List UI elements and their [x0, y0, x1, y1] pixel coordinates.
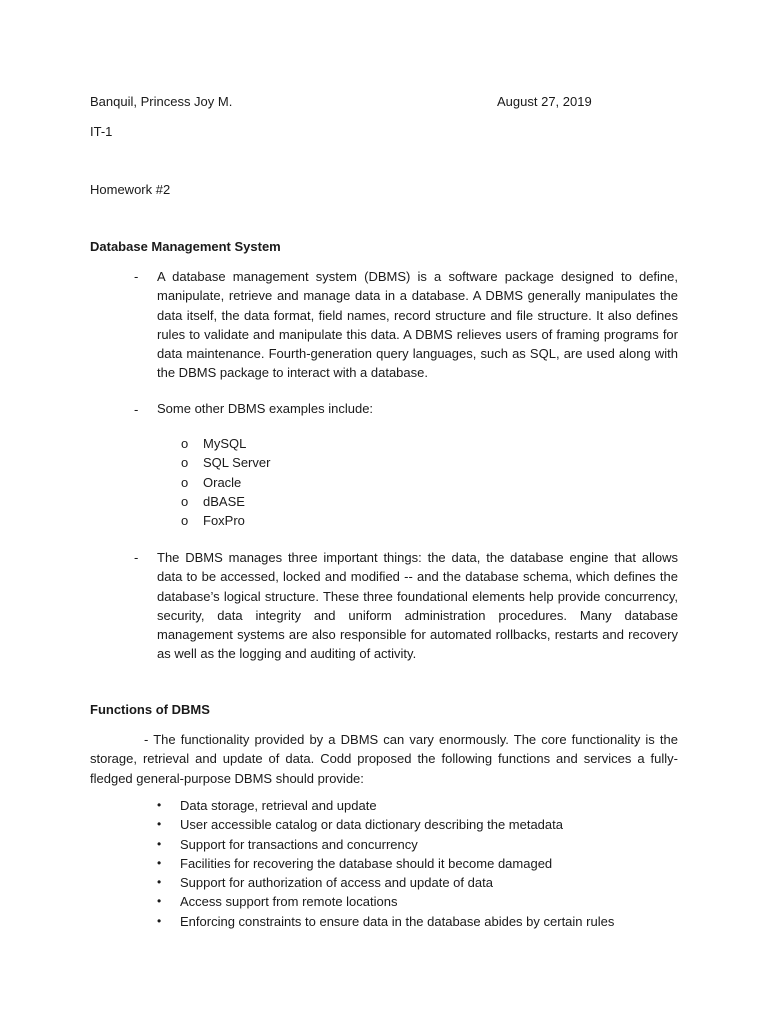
dash-marker: - — [134, 269, 139, 284]
dbms-manages-paragraph: The DBMS manages three important things: the data, the database engine that allows data to be accessed, locked and modified -- and the database schema, which defines the database’s logical structure. These three foundational elements help provide concurrency, security, data integrity and uniform administration procedures. Many database management systems are also responsible for automated rollbacks, restarts and recovery as well as the logging and auditing of activity. — [157, 550, 678, 662]
dash-marker: - — [134, 402, 139, 417]
bullet-icon: • — [157, 913, 162, 928]
class-section: IT-1 — [90, 124, 113, 139]
bullet-icon: • — [157, 798, 162, 812]
bullet-icon: • — [157, 894, 162, 909]
author-name: Banquil, Princess Joy M. — [90, 94, 233, 109]
homework-title: Homework #2 — [90, 182, 171, 197]
functions-intro-paragraph: - The functionality provided by a DBMS can vary enormously. The core functionality is the storage, retrieval and update of data. Codd proposed the following functions and services a fully-fledged general-purpose DBMS should provide: — [90, 732, 678, 786]
circle-bullet-icon: o — [181, 513, 189, 529]
circle-bullet-icon: o — [181, 474, 189, 490]
circle-bullet-icon: o — [181, 436, 189, 451]
section-heading-functions: Functions of DBMS — [90, 702, 210, 717]
circle-bullet-icon: o — [181, 455, 189, 471]
examples-intro: Some other DBMS examples include: — [157, 401, 374, 416]
dbms-definition-paragraph: A database management system (DBMS) is a software package designed to define, manipulate, retrieve and manage data in a database. A DBMS generally manipulates the data itself, the data format, field names, record structure and file structure. It also defines rules to validate and manipulate this data. A DBMS relieves users of framing programs for data maintenance. Fourth-generation query languages, such as SQL, are used along with the DBMS package to interact with a database. — [157, 269, 678, 381]
dash-marker: - — [134, 550, 139, 565]
bullet-icon: • — [157, 875, 162, 890]
document-date: August 27, 2019 — [497, 94, 592, 109]
bullet-icon: • — [157, 836, 162, 851]
section-heading-dbms: Database Management System — [90, 239, 281, 254]
document-page: Banquil, Princess Joy M. August 27, 2019 IT-1 Homework #2 Database Management System - A database management system (DBMS) is a software package designed to define, manipulate, retrieve and manage data in a database. A DBMS generally manipulates the data itself, the data format, field names, record structure and file structure. It also defines rules to validate and manipulate this data. A DBMS relieves users of framing programs for data maintenance. Fourth-generation query languages, such as SQL, are used along with the DBMS package to interact with a database. - Some other DBMS examples include: o MySQL o SQL Server o Oracle o dBASE o FoxPro - The DBMS manages three important things: the data, the database engine that allows data to be accessed, locked and modified -- and the database schema, which defines the database’s logical structure. These three foundational elements help provide concurrency, security, data integrity and uniform administration procedures. Many database management systems are also responsible for automated rollbacks, restarts and recovery as well as the logging and auditing of activity. Functions of DBMS - The functionality provided by a DBMS can vary enormously. The core functionality is the storage, retrieval and update of data. Codd proposed the following functions and services a fully-fledged general-purpose DBMS should provide: • Data storage, retrieval and update • User accessible catalog or data dictionary describing the metadata • Support for transactions and concurrency • Facilities for recovering the database should it become damaged • Support for authorization of access and update of data • Access support from remote locations • Enforcing constraints to ensure data in the database abides by certain rules — [0, 0, 768, 1024]
bullet-icon: • — [157, 817, 162, 832]
bullet-icon: • — [157, 855, 162, 870]
circle-bullet-icon: o — [181, 493, 189, 509]
